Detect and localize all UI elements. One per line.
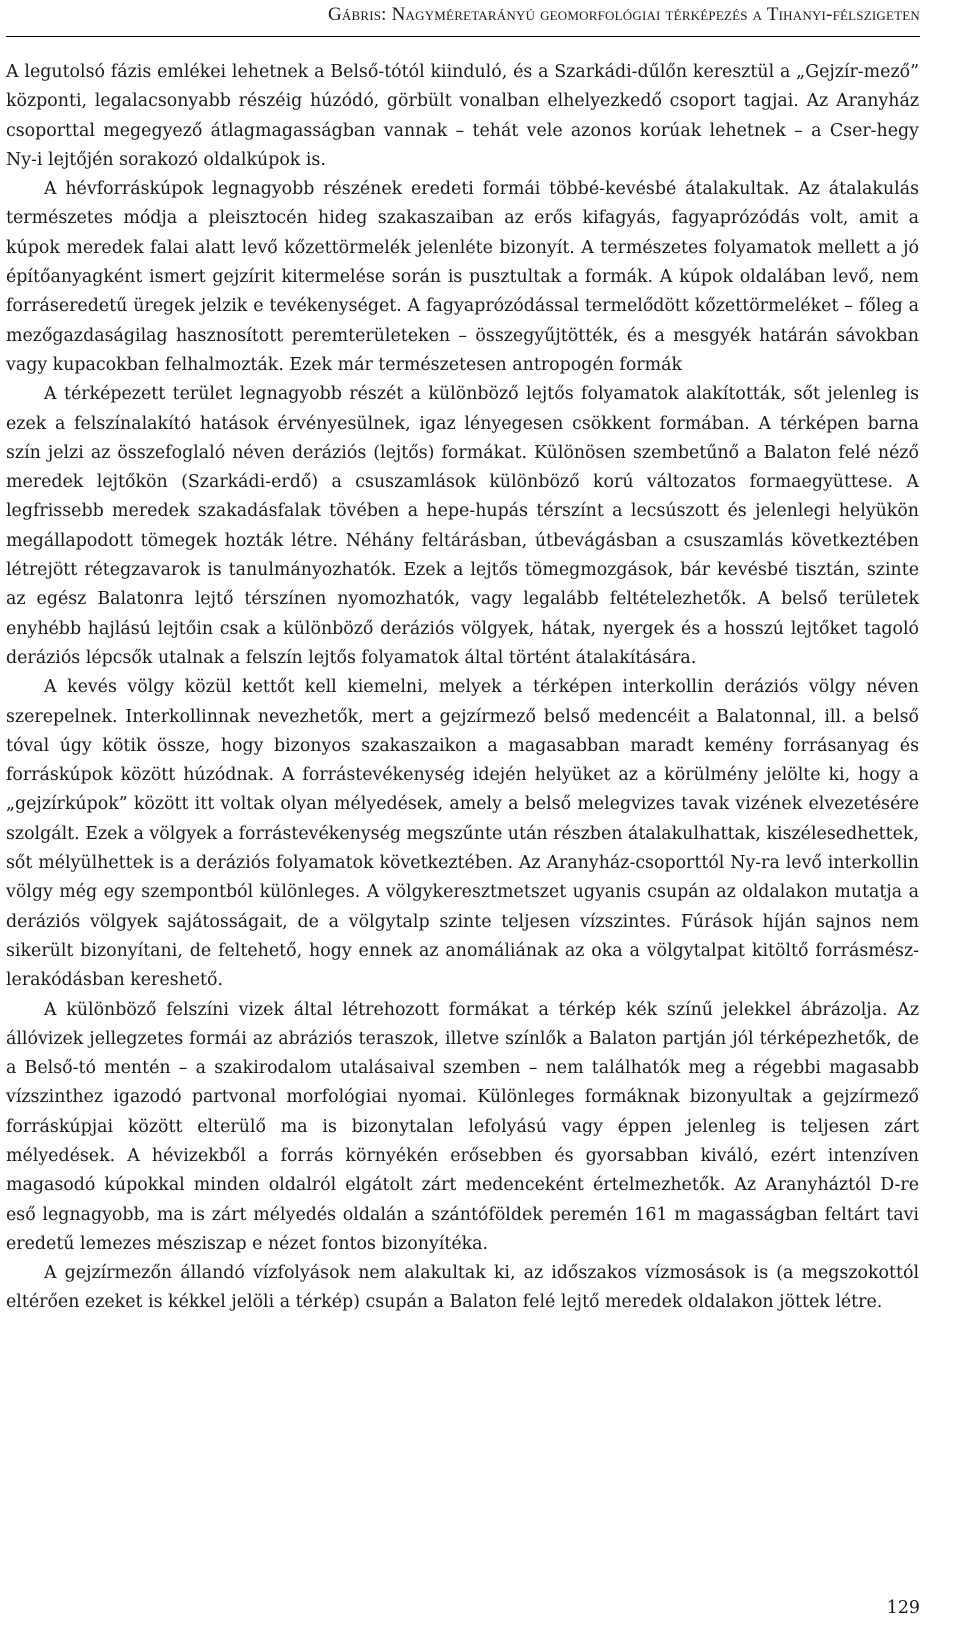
paragraph-3: A térképezett terület legnagyobb részét a különböző lejtős folyamatok alakították, sőt jelenleg is ezek a felszínalakító hatások érvényesülnek, igaz lényegesen csökkent formában. A térképen barna szín jelzi az összefoglaló néven deráziós (lejtős) formákat. Különösen szembetűnő a Balaton felé néző meredek lejtőkön (Szarkádi-erdő) a csuszamlások különböző korú változatos formaegyüttese. A legfrissebb meredek szakadásfalak tövében a hepe-hupás térszínt a lecsúszott és jelenlegi helyükön megállapodott tömegek hozták létre. Néhány feltárásban, útbevágásban a csuszamlás következtében létrejött rétegzavarok is tanulmányozhatók. Ezek a lejtős tömegmozgások, bár kevésbé tisztán, szinte az egész Balatonra lejtő térszínen nyomozhatók, vagy legalább feltételezhetők. A belső területek enyhébb hajlású lejtőin csak a különböző deráziós völgyek, hátak, nyergek és a hosszú lejtőket tagoló deráziós lépcsők utalnak a felszín lejtős folyamatok által történt átalakítására. (6, 384, 919, 668)
page-number: 129 (886, 1598, 920, 1618)
paragraph-4: A kevés völgy közül kettőt kell kiemelni, melyek a térképen interkollin deráziós völgy néven szerepelnek. Interkollinnak nevezhetők, mert a gejzírmező belső medencéit a Balatonnal, ill. a belső tóval úgy kötik össze, hogy bizonyos szakaszaikon a magasabban maradt kemény forrásanyag és forráskúpok között húzódnak. A forrástevékenység idején helyüket az a körülmény jelölte ki, hogy a „gejzírkúpok” között itt voltak olyan mélyedések, amely a belső melegvizes tavak vizének elvezetésére szolgált. Ezek a völgyek a forrástevékenység megszűnte után részben átalakulhattak, kiszélesedhettek, sőt mélyülhettek is a deráziós folyamatok következtében. Az Aranyház-csoporttól Ny-ra levő interkollin völgy még egy szempontból különleges. A völgykeresztmetszet ugyanis csupán az oldalakon mutatja a deráziós völgyek sajátosságait, de a völgytalp szinte teljesen vízszintes. Fúrások híján sajnos nem sikerült bizonyítani, de feltehető, hogy ennek az anomáliának az oka a völgytalpat kitöltő forrásmész-lerakódásban kereshető. (6, 677, 919, 991)
body-text (6, 58, 919, 1318)
header-rule (6, 36, 920, 37)
paragraph-5: A különböző felszíni vizek által létrehozott formákat a térkép kék színű jelekkel ábrázolja. Az állóvizek jellegzetes formái az abráziós teraszok, illetve színlők a Balaton partján jól térképezhetők, de a Belső-tó mentén – a szakirodalom utalásaival szemben – nem találhatók meg a régebbi magasabb vízszinthez igazodó partvonal morfológiai nyomai. Különleges formáknak bizonyultak a gejzírmező forráskúpjai között elterülő ma is bizonytalan lefolyású vagy éppen jelenleg is teljesen zárt mélyedések. A hévizekből a forrás környékén erősebben és gyorsabban kiváló, ezért intenzíven magasodó kúpokkal minden oldalról elgátolt zárt medenceként értelmezhetők. Az Aranyháztól D-re eső legnagyobb, ma is zárt mélyedés oldalán a szántóföldek peremén 161 m magasságban feltárt tavi eredetű lemezes mésziszap e nézet fontos bizonyítéka. (6, 999, 919, 1254)
running-header: Gábris: Nagyméretarányú geomorfológiai térképezés a Tihanyi-félszigeten (327, 4, 920, 25)
paragraph-1: A legutolsó fázis emlékei lehetnek a Belső-tótól kiinduló, és a Szarkádi-dűlőn keresztül a „Gejzír-mező” központi, legalacsonyabb részéig húzódó, görbült vonalban elhelyezkedő csoport tagjai. Az Aranyház csoporttal megegyező átlagmagasságban vannak – tehát vele azonos korúak lehetnek – a Cser-hegy Ny-i lejtőjén sorakozó oldalkúpok is. (6, 62, 919, 170)
paragraph-6: A gejzírmezőn állandó vízfolyások nem alakultak ki, az időszakos vízmosások is (a megszokottól eltérően ezeket is kékkel jelöli a térkép) csupán a Balaton felé lejtő meredek oldalakon jöttek létre. (6, 1263, 919, 1313)
paragraph-2: A hévforráskúpok legnagyobb részének eredeti formái többé-kevésbé átalakultak. Az átalakulás természetes módja a pleisztocén hideg szakaszaiban az erős kifagyás, fagyaprózódás volt, amit a kúpok meredek falai alatt levő kőzettörmelék jelenléte bizonyít. A természetes folyamatok mellett a jó építőanyagként ismert gejzírit kitermelése során is pusztultak a formák. A kúpok oldalában levő, nem forráseredetű üregek jelzik e tevékenységet. A fagyaprózódással termelődött kőzettörmeléket – főleg a mezőgazdaságilag hasznosított peremterületeken – összegyűjtötték, és a mesgyék határán sávokban vagy kupacokban felhalmozták. Ezek már természetesen antropogén formák (6, 179, 919, 375)
